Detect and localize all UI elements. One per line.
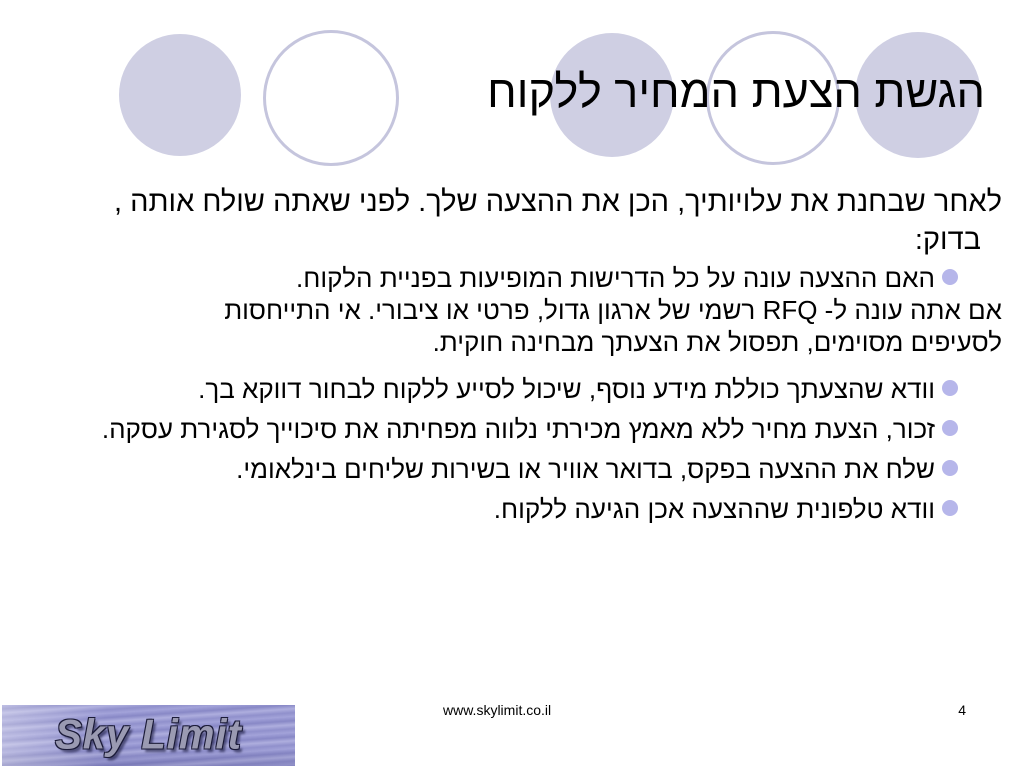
bullet-item-3 — [20, 413, 1002, 445]
bullet-dot — [942, 269, 958, 285]
bullet-dot — [942, 460, 958, 476]
intro-line-1: לאחר שבחנת את עלויותיך, הכן את ההצעה שלך. לפני שאתה שולח אותה , — [114, 186, 1002, 218]
intro-paragraph — [20, 183, 1002, 259]
bullet-dot — [942, 420, 958, 436]
bullet-text: וודא שהצעתך כוללת מידע נוסף, שיכול לסייע ללקוח לבחור דווקא בך. — [198, 374, 935, 404]
bullet-text: האם ההצעה עונה על כל הדרישות המופיעות בפניית הלקוח. — [296, 263, 935, 293]
footer-url: www.skylimit.co.il — [443, 702, 552, 718]
decorative-circle-outlined-1 — [263, 30, 399, 166]
sky-limit-logo — [2, 705, 295, 766]
bullet-dot — [942, 500, 958, 516]
bullet-text: זכור, הצעת מחיר ללא מאמץ מכירתי נלווה מפחיתה את סיכוייך לסגירת עסקה. — [101, 414, 935, 444]
bullet-text: שלח את ההצעה בפקס, בדואר אוויר או בשירות שליחים בינלאומי. — [236, 454, 935, 484]
bullet-text: וודא טלפונית שההצעה אכן הגיעה ללקוח. — [493, 494, 935, 524]
rfq-paragraph — [20, 294, 1002, 358]
bullet-dot — [942, 380, 958, 396]
decorative-circle-filled-1 — [119, 34, 241, 156]
intro-line-2: בדוק: — [914, 224, 981, 256]
page-number: 4 — [958, 702, 966, 718]
rfq-paragraph-line-2: לסעיפים מסוימים, תפסול את הצעתך מבחינה חוקית. — [432, 327, 1002, 357]
slide-title: הגשת הצעת המחיר ללקוח — [487, 66, 985, 117]
bullet-item-5 — [20, 493, 1002, 525]
bullet-item-2 — [20, 373, 1002, 405]
bullet-item-4 — [20, 453, 1002, 485]
bullet-item-1 — [20, 262, 1002, 294]
logo-text: Sky Limit — [55, 711, 242, 759]
rfq-paragraph-line-1: אם אתה עונה ל- RFQ רשמי של ארגון גדול, פרטי או ציבורי. אי התייחסות — [224, 295, 1002, 325]
slide-body — [20, 183, 1002, 553]
